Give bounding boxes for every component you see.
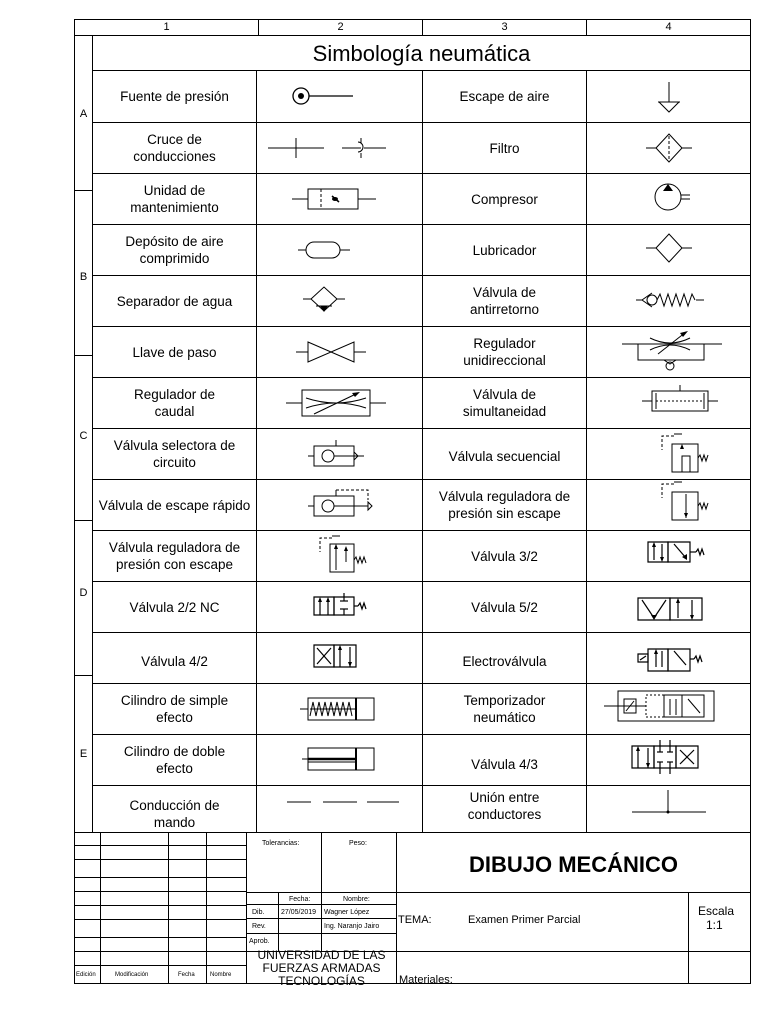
sequence-valve-icon — [660, 432, 720, 476]
pressure-regulator-no-exhaust-icon — [660, 480, 720, 524]
label-conduccion-de-mando: Conducción de mando — [129, 798, 220, 830]
filter-icon — [644, 131, 694, 165]
row-letter-d: D — [79, 587, 88, 599]
label-valvula-2-2-nc: Válvula 2/2 NC — [129, 599, 220, 615]
label-regulador-unidireccional: Regulador unidireccional — [463, 336, 546, 368]
dib-date: 27/05/2019 — [281, 909, 317, 916]
label-valvula-secuencial: Válvula secuencial — [448, 449, 561, 464]
label-cilindro-simple-efecto: Cilindro de simple efecto — [120, 693, 229, 725]
maintenance-unit-icon — [290, 186, 378, 212]
line-crossing-icon — [266, 137, 390, 159]
pressure-source-icon — [285, 84, 355, 108]
valve-4-3-icon — [630, 740, 702, 774]
valve-2-2-nc-icon — [310, 591, 372, 621]
lubricator-icon — [644, 231, 694, 265]
tema-value: Examen Primer Parcial — [468, 914, 581, 926]
label-valvula-5-2: Válvula 5/2 — [471, 599, 538, 615]
tema-label: TEMA: — [398, 914, 432, 926]
escala-label: Escala — [698, 904, 735, 918]
dib-name: Wagner López — [324, 909, 370, 916]
label-valvula-de-escape-rapido: Válvula de escape rápido — [98, 497, 251, 513]
label-cruce-de-conducciones: Cruce de conducciones — [133, 132, 216, 164]
peso-label: Peso: — [349, 840, 367, 847]
row-letter-a: A — [79, 108, 88, 120]
fecha-header: Fecha — [178, 972, 195, 978]
label-filtro: Filtro — [489, 140, 520, 156]
label-deposito-de-aire-comprimido: Depósito de aire comprimido — [125, 234, 224, 266]
column-number-2: 2 — [337, 21, 344, 33]
one-way-flow-regulator-icon — [620, 330, 724, 374]
water-separator-icon — [301, 285, 347, 317]
dib-label: Dib. — [252, 909, 265, 916]
page-title: Simbología neumática — [312, 40, 531, 66]
compressor-icon — [652, 179, 692, 215]
nombre-header: Nombre — [210, 972, 232, 978]
label-cilindro-doble-efecto: Cilindro de doble efecto — [123, 744, 226, 776]
label-valvula-3-2: Válvula 3/2 — [471, 548, 538, 564]
row-letter-c: C — [79, 430, 88, 442]
escala-value: 1:1 — [706, 918, 723, 932]
column-number-3: 3 — [501, 21, 508, 33]
label-llave-de-paso: Llave de paso — [132, 344, 217, 360]
label-valvula-4-2: Válvula 4/2 — [141, 653, 208, 669]
label-separador-de-agua: Separador de agua — [116, 293, 233, 309]
column-number-4: 4 — [665, 21, 672, 33]
valve-3-2-icon — [646, 538, 712, 568]
tolerancias-label: Tolerancias: — [262, 840, 300, 847]
double-acting-cylinder-icon — [300, 746, 378, 772]
label-compresor: Compresor — [471, 191, 538, 207]
label-valvula-de-simultaneidad: Válvula de simultaneidad — [462, 387, 547, 419]
label-union-entre-conductores: Unión entre conductores — [467, 790, 542, 822]
drawing-title: DIBUJO MECÁNICO — [468, 851, 678, 877]
valve-5-2-icon — [636, 594, 706, 626]
edicion-header: Edición — [76, 972, 96, 978]
label-escape-de-aire: Escape de aire — [459, 89, 550, 104]
label-valvula-de-antirretorno: Válvula de antirretorno — [469, 285, 540, 317]
air-exhaust-icon — [656, 80, 682, 114]
rev-label: Rev. — [252, 923, 266, 930]
label-valvula-selectora-de-circuito: Válvula selectora de circuito — [113, 438, 236, 470]
pilot-line-icon — [285, 797, 401, 807]
line-junction-icon — [630, 788, 708, 818]
nombre-label: Nombre: — [343, 896, 370, 903]
fecha-label: Fecha: — [289, 896, 311, 903]
label-valvula-reguladora-con-escape: Válvula reguladora de presión con escape — [108, 540, 241, 572]
label-lubricador: Lubricador — [472, 242, 537, 258]
check-valve-icon — [634, 290, 706, 310]
label-fuente-de-presion: Fuente de presión — [120, 89, 229, 104]
solenoid-valve-icon — [636, 645, 708, 675]
two-pressure-valve-icon — [640, 385, 720, 417]
aprob-label: Aprob. — [249, 938, 270, 945]
materiales-label: Materiales: — [399, 974, 453, 986]
pneumatic-timer-icon — [602, 689, 722, 723]
institution-name: UNIVERSIDAD DE LAS FUERZAS ARMADAS TECNOLOGÍAS — [257, 947, 386, 988]
row-letter-b: B — [79, 271, 88, 283]
label-unidad-de-mantenimiento: Unidad de mantenimiento — [130, 183, 219, 215]
quick-exhaust-valve-icon — [306, 488, 376, 518]
column-number-1: 1 — [163, 21, 170, 33]
single-acting-cylinder-icon — [298, 696, 378, 722]
row-letter-e: E — [79, 748, 88, 760]
air-reservoir-icon — [296, 238, 352, 262]
shutoff-valve-icon — [294, 338, 368, 366]
modificacion-header: Modificación — [115, 972, 149, 978]
label-electrovalvula: Electroválvula — [462, 653, 547, 669]
shuttle-valve-icon — [306, 440, 366, 470]
label-valvula-4-3: Válvula 4/3 — [471, 756, 538, 772]
valve-4-2-icon — [312, 641, 362, 671]
pressure-regulator-exhaust-icon — [318, 534, 378, 576]
label-regulador-de-caudal: Regulador de caudal — [133, 387, 216, 419]
label-valvula-reguladora-sin-escape: Válvula reguladora de presión sin escape — [438, 489, 571, 521]
flow-regulator-icon — [284, 386, 388, 420]
rev-name: Ing. Naranjo Jairo — [324, 923, 380, 930]
label-temporizador-neumatico: Temporizador neumático — [463, 693, 546, 725]
